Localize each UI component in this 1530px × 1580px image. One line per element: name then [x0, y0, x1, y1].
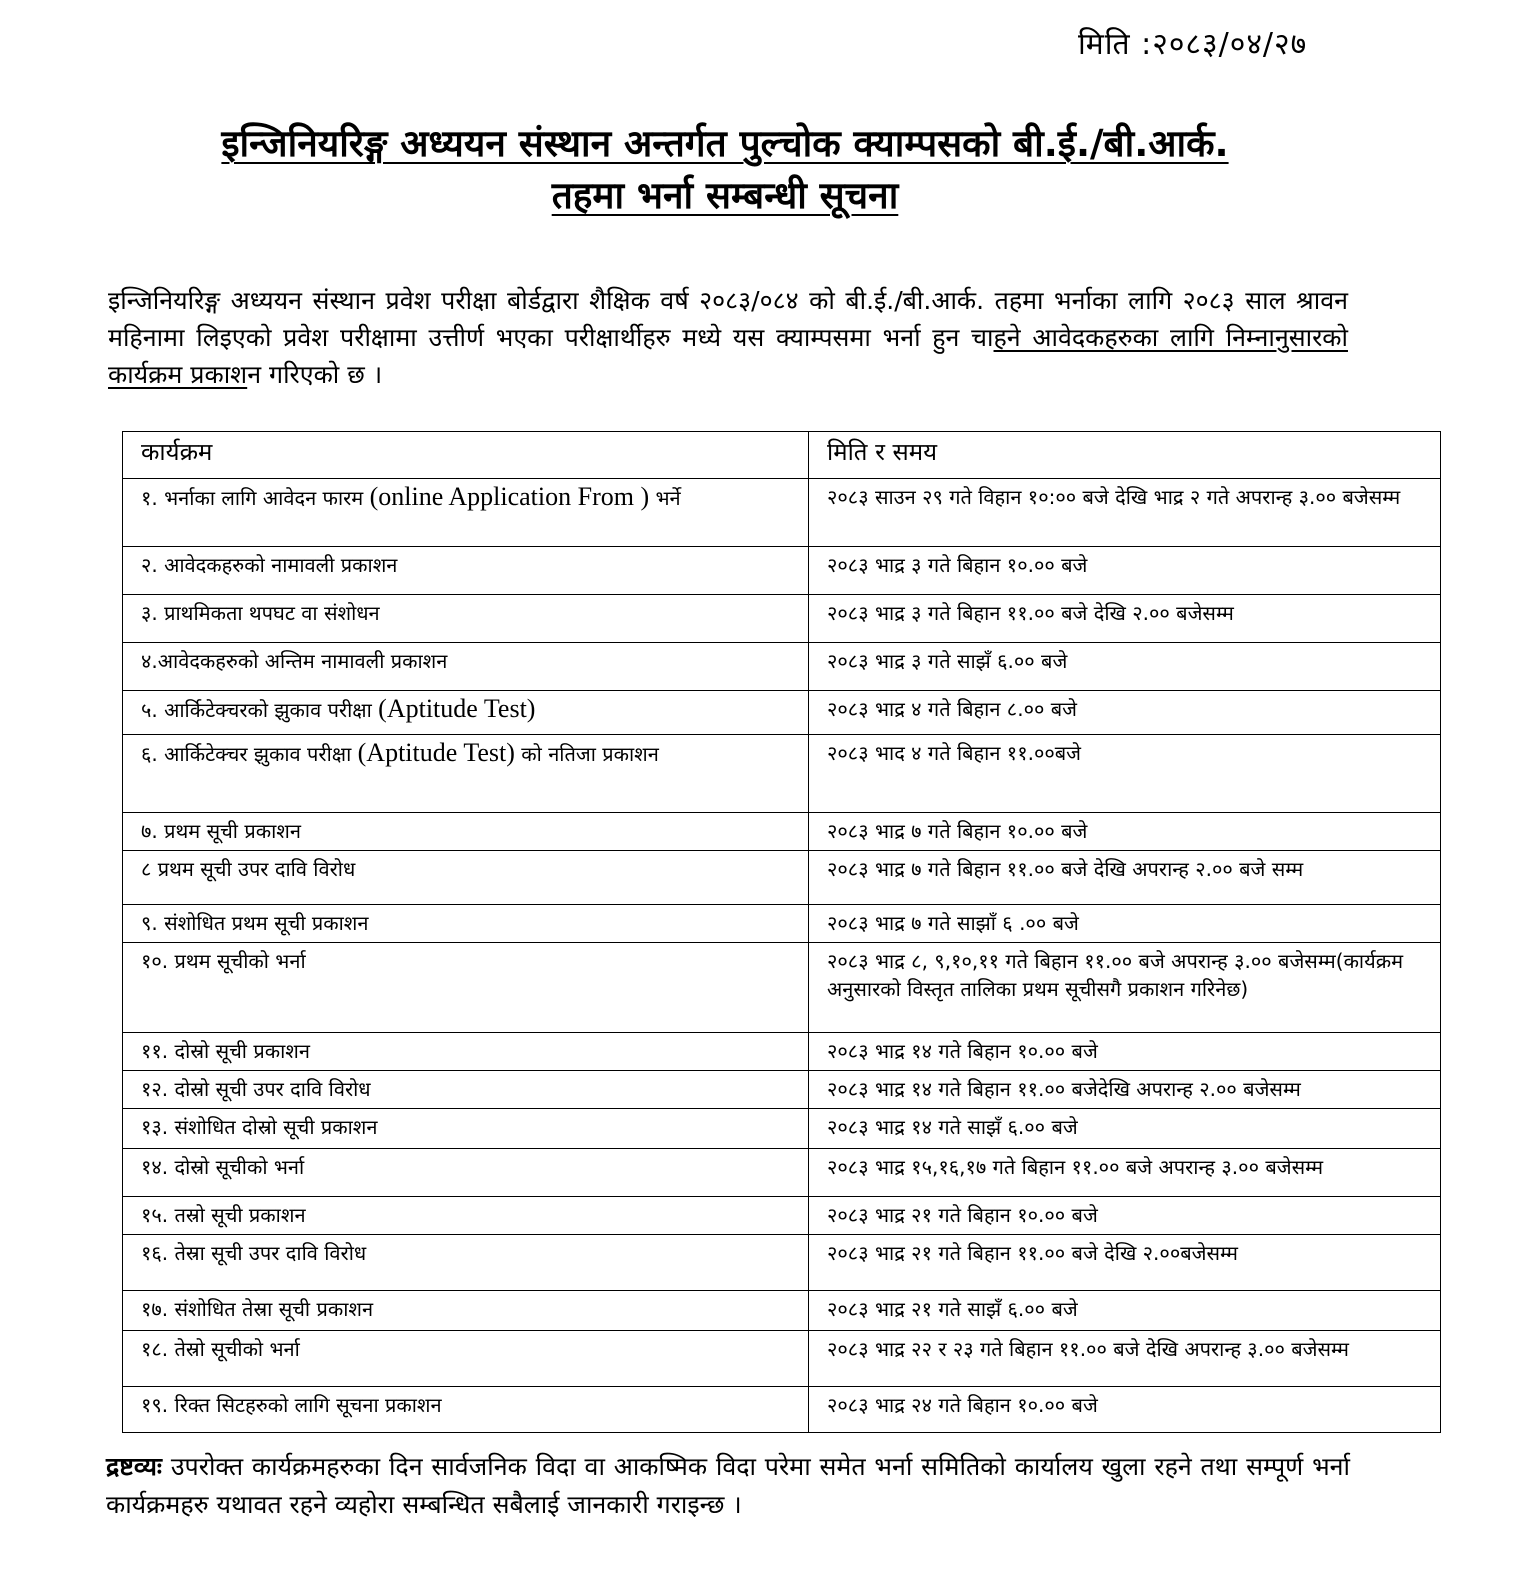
- program-cell: [123, 905, 809, 943]
- program-cell: [123, 1331, 809, 1387]
- title-line-2: तहमा भर्ना सम्बन्धी सूचना: [551, 174, 899, 217]
- program-cell: [123, 1387, 809, 1433]
- datetime-cell: २०८३ भाद्र ३ गते बिहान १०.०० बजे: [809, 547, 1441, 595]
- program-text: ८ प्रथम सूची उपर दावि विरोध: [141, 857, 356, 881]
- program-text-suffix: को नतिजा प्रकाशन: [521, 742, 659, 766]
- intro-text-underlined: हने आवेदकहरुका लागि निम्नानुसारको कार्यक्रम प्रकाश: [108, 323, 1348, 389]
- datetime-cell: २०८३ भाद ४ गते बिहान ११.००बजे: [809, 735, 1441, 813]
- program-text: ७. प्रथम सूची प्रकाशन: [141, 819, 301, 843]
- datetime-cell: २०८३ भाद्र १४ गते बिहान ११.०० बजेदेखि अपरान्ह २.०० बजेसम्म: [809, 1071, 1441, 1109]
- table-row: [123, 943, 1441, 1033]
- program-text: ११. दोस्रो सूची प्रकाशन: [141, 1039, 310, 1063]
- program-cell: [123, 1235, 809, 1291]
- datetime-cell: २०८३ भाद्र २१ गते साझँ ६.०० बजे: [809, 1291, 1441, 1331]
- table-row: [123, 643, 1441, 691]
- program-cell: [123, 735, 809, 813]
- program-text: २. आवेदकहरुको नामावली प्रकाशन: [141, 553, 398, 577]
- program-cell: [123, 1071, 809, 1109]
- datetime-cell: २०८३ भाद्र ७ गते साझाँ ६ .०० बजे: [809, 905, 1441, 943]
- program-cell: [123, 691, 809, 735]
- schedule-rows: [123, 479, 1441, 1433]
- table-row: [123, 547, 1441, 595]
- table-row: [123, 1291, 1441, 1331]
- table-row: [123, 735, 1441, 813]
- footnote-label: द्रष्टव्यः: [106, 1452, 162, 1481]
- table-row: [123, 1149, 1441, 1197]
- table-row: [123, 905, 1441, 943]
- table-row: [123, 1331, 1441, 1387]
- program-text: ४.आवेदकहरुको अन्तिम नामावली प्रकाशन: [141, 649, 448, 673]
- program-cell: [123, 851, 809, 905]
- table-row: [123, 1235, 1441, 1291]
- table-row: [123, 851, 1441, 905]
- table-row: [123, 1109, 1441, 1149]
- datetime-cell: २०८३ भाद्र १४ गते साझँ ६.०० बजे: [809, 1109, 1441, 1149]
- program-cell: [123, 1291, 809, 1331]
- program-text: ३. प्राथमिकता थपघट वा संशोधन: [141, 601, 380, 625]
- title-line-1: इन्जिनियरिङ्ग अध्ययन संस्थान अन्तर्गत पुल्चोक क्याम्पसको बी.ई./बी.आर्क.: [221, 122, 1229, 165]
- table-row: [123, 479, 1441, 547]
- datetime-cell: २०८३ भाद्र १४ गते बिहान १०.०० बजे: [809, 1033, 1441, 1071]
- program-cell: [123, 813, 809, 851]
- notice-date: मिति :२०८३/०४/२७: [1078, 27, 1308, 62]
- program-text: १. भर्नाका लागि आवेदन फारम: [141, 486, 364, 510]
- notice-title: [130, 118, 1320, 222]
- table-row: [123, 1387, 1441, 1433]
- intro-text-start: इन्जिनियरिङ्ग अध्ययन संस्थान प्रवेश परीक्षा बोर्डद्वारा शैक्षिक वर्ष २०८३/०८४ को बी.ई./बी.आर्क. तहमा भर्नाका लागि २०८३ साल श्रावन महिनामा लिइएको प्रवेश परीक्षामा उत्तीर्ण भएका परीक्षार्थीहरु मध्ये यस क्याम्पसमा भर्ना हुन चा: [108, 286, 1348, 352]
- table-row: [123, 1071, 1441, 1109]
- program-text-suffix: भर्ने: [655, 486, 681, 510]
- program-cell: [123, 1033, 809, 1071]
- datetime-cell: २०८३ भाद्र ८, ९,१०,११ गते बिहान ११.०० बजे अपरान्ह ३.०० बजेसम्म(कार्यक्रम अनुसारको विस्तृत तालिका प्रथम सूचीसगै प्रकाशन गरिनेछ): [809, 943, 1441, 1033]
- program-text: १४. दोस्रो सूचीको भर्ना: [141, 1155, 305, 1179]
- table-row: [123, 1033, 1441, 1071]
- program-english-text: (Aptitude Test): [357, 738, 515, 767]
- program-cell: [123, 595, 809, 643]
- column-header-program: कार्यक्रम: [123, 432, 809, 479]
- program-cell: [123, 547, 809, 595]
- footnote-text: उपरोक्त कार्यक्रमहरुका दिन सार्वजनिक विदा वा आकष्मिक विदा परेमा समेत भर्ना समितिको कार्यालय खुला रहने तथा सम्पूर्ण भर्ना कार्यक्रमहरु यथावत रहने व्यहोरा सम्बन्धित सबैलाई जानकारी गराइन्छ ।: [106, 1452, 1350, 1519]
- program-text: १२. दोस्रो सूची उपर दावि विरोध: [141, 1077, 371, 1101]
- program-cell: [123, 479, 809, 547]
- table-header-row: [123, 432, 1441, 479]
- datetime-cell: २०८३ भाद्र ३ गते बिहान ११.०० बजे देखि २.०० बजेसम्म: [809, 595, 1441, 643]
- program-text: १५. तस्रो सूची प्रकाशन: [141, 1203, 306, 1227]
- datetime-cell: २०८३ भाद्र ७ गते बिहान १०.०० बजे: [809, 813, 1441, 851]
- table-row: [123, 595, 1441, 643]
- datetime-cell: २०८३ भाद्र २२ र २३ गते बिहान ११.०० बजे देखि अपरान्ह ३.०० बजेसम्म: [809, 1331, 1441, 1387]
- program-cell: [123, 1109, 809, 1149]
- footnote: [106, 1448, 1350, 1524]
- program-text: १९. रिक्त सिटहरुको लागि सूचना प्रकाशन: [141, 1393, 442, 1417]
- datetime-cell: २०८३ भाद्र २४ गते बिहान १०.०० बजे: [809, 1387, 1441, 1433]
- table-row: [123, 691, 1441, 735]
- datetime-cell: २०८३ भाद्र ४ गते बिहान ८.०० बजे: [809, 691, 1441, 735]
- program-english-text: (online Application From ): [369, 482, 650, 511]
- column-header-datetime: मिति र समय: [809, 432, 1441, 479]
- program-text: १६. तेस्रा सूची उपर दावि विरोध: [141, 1241, 367, 1265]
- program-cell: [123, 943, 809, 1033]
- program-cell: [123, 1149, 809, 1197]
- program-text: ५. आर्किटेक्चरको झुकाव परीक्षा: [141, 698, 372, 722]
- intro-text-end: न गरिएको छ ।: [247, 360, 383, 389]
- datetime-cell: २०८३ भाद्र २१ गते बिहान १०.०० बजे: [809, 1197, 1441, 1235]
- datetime-cell: २०८३ साउन २९ गते विहान १०:०० बजे देखि भाद्र २ गते अपरान्ह ३.०० बजेसम्म: [809, 479, 1441, 547]
- program-cell: [123, 643, 809, 691]
- datetime-cell: २०८३ भाद्र ७ गते बिहान ११.०० बजे देखि अपरान्ह २.०० बजे सम्म: [809, 851, 1441, 905]
- program-text: ९. संशोधित प्रथम सूची प्रकाशन: [141, 911, 369, 935]
- program-text: १३. संशोधित दोस्रो सूची प्रकाशन: [141, 1115, 378, 1139]
- program-text: ६. आर्किटेक्चर झुकाव परीक्षा: [141, 742, 352, 766]
- datetime-cell: २०८३ भाद्र ३ गते साझँ ६.०० बजे: [809, 643, 1441, 691]
- datetime-cell: २०८३ भाद्र १५,१६,१७ गते बिहान ११.०० बजे अपरान्ह ३.०० बजेसम्म: [809, 1149, 1441, 1197]
- schedule-table: [122, 431, 1441, 1433]
- table-row: [123, 1197, 1441, 1235]
- intro-paragraph: [108, 282, 1348, 393]
- datetime-cell: २०८३ भाद्र २१ गते बिहान ११.०० बजे देखि २.००बजेसम्म: [809, 1235, 1441, 1291]
- program-text: १७. संशोधित तेस्रा सूची प्रकाशन: [141, 1297, 374, 1321]
- table-row: [123, 813, 1441, 851]
- program-text: १०. प्रथम सूचीको भर्ना: [141, 949, 306, 973]
- program-cell: [123, 1197, 809, 1235]
- program-text: १८. तेस्रो सूचीको भर्ना: [141, 1337, 300, 1361]
- program-english-text: (Aptitude Test): [378, 694, 536, 723]
